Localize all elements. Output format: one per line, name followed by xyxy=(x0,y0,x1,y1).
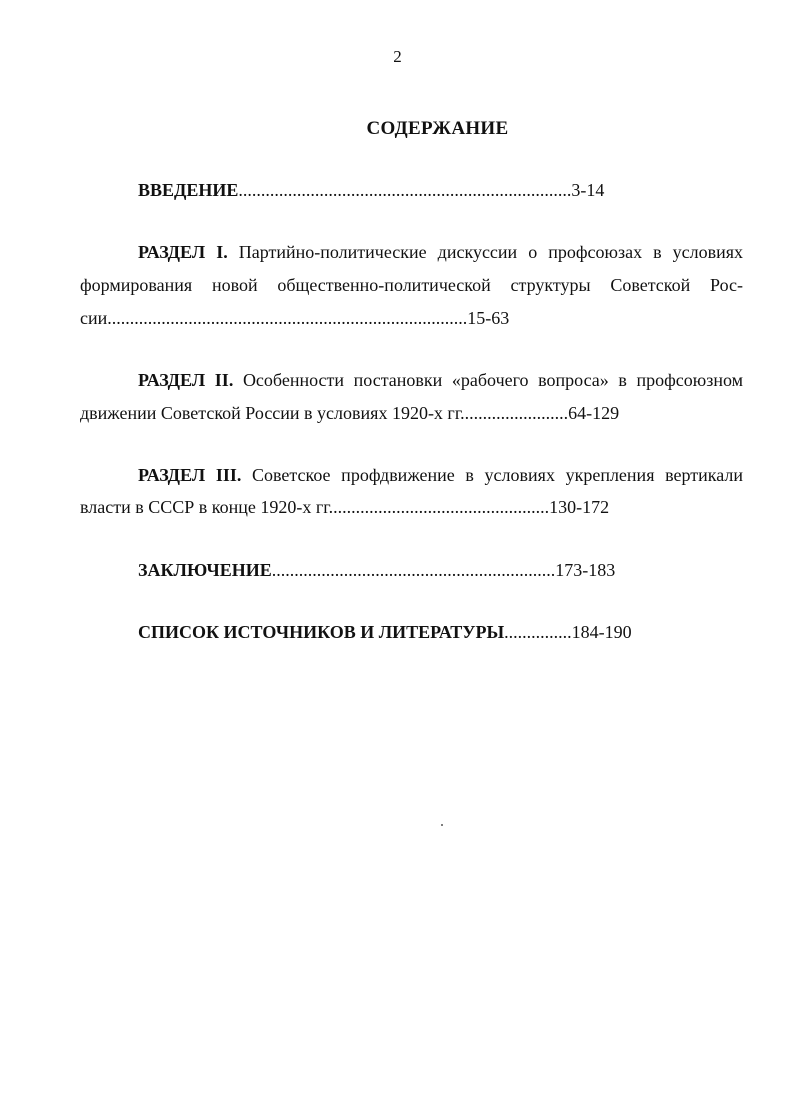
toc-page-range: 184-190 xyxy=(571,622,632,642)
toc-leader-dots: ............................................................... xyxy=(271,560,556,580)
toc-page-range: 15-63 xyxy=(467,308,510,328)
toc-page-range: 130-172 xyxy=(549,497,610,517)
toc-entry-label: РАЗДЕЛ II. xyxy=(138,370,234,390)
toc-entry-section1-line2 xyxy=(80,275,743,296)
toc-entry-text: сии xyxy=(80,308,108,328)
toc-leader-dots: .......................................................................... xyxy=(238,180,572,200)
toc-entry-section1-line1 xyxy=(138,242,743,263)
toc-entry-label: ВВЕДЕНИЕ xyxy=(138,180,239,200)
toc-entry-sources xyxy=(138,622,632,643)
toc-leader-dots: ............... xyxy=(504,622,572,642)
toc-entry-text: власти в СССР в конце 1920-х гг xyxy=(80,497,329,517)
toc-entry-label: РАЗДЕЛ I. xyxy=(138,242,228,262)
toc-page-range: 64-129 xyxy=(568,403,620,423)
toc-entry-text: формирования новой общественно-политической структуры Советской Рос- xyxy=(80,275,743,295)
toc-leader-dots: ................................................. xyxy=(328,497,550,517)
toc-entry-conclusion xyxy=(138,560,615,581)
toc-entry-section1-line3 xyxy=(80,308,509,329)
toc-entry-label: ЗАКЛЮЧЕНИЕ xyxy=(138,560,272,580)
toc-leader-dots: ........................ xyxy=(460,403,569,423)
scan-speck xyxy=(441,824,443,826)
toc-entry-section3-line2 xyxy=(80,497,609,518)
toc-entry-text: движении Советской России в условиях 1920-х гг xyxy=(80,403,461,423)
toc-entry-section2-line1 xyxy=(138,370,743,391)
toc-entry-text: Особенности постановки «рабочего вопроса» в профсоюзном xyxy=(242,370,744,390)
toc-leader-dots: ................................................................................ xyxy=(107,308,468,328)
toc-entry-label: РАЗДЕЛ III. xyxy=(138,465,242,485)
toc-page-range: 3-14 xyxy=(571,180,605,200)
toc-entry-text: Партийно-политические дискуссии о профсоюзах в условиях xyxy=(238,242,743,262)
toc-entry-section2-line2 xyxy=(80,403,619,424)
toc-entry-text: Советское профдвижение в условиях укрепления вертикали xyxy=(252,465,743,485)
toc-page-range: 173-183 xyxy=(555,560,616,580)
toc-entry-section3-line1 xyxy=(138,465,743,486)
toc-entry-intro xyxy=(138,180,604,201)
page-title: СОДЕРЖАНИЕ xyxy=(366,118,509,139)
toc-entry-label: СПИСОК ИСТОЧНИКОВ И ЛИТЕРАТУРЫ xyxy=(138,622,505,642)
page-number: 2 xyxy=(393,47,402,66)
